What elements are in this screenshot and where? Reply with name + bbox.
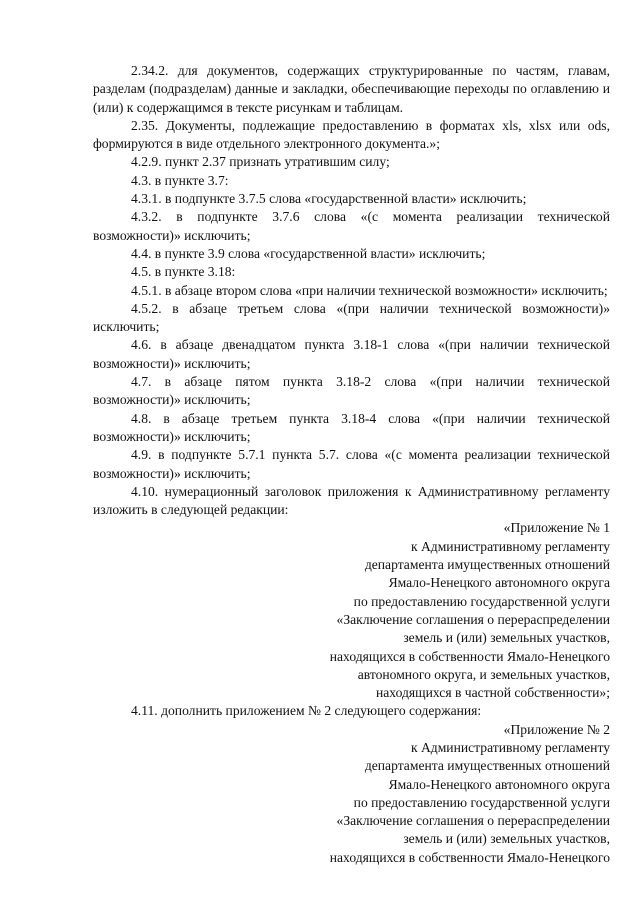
paragraph-4-3-1: 4.3.1. в подпункте 3.7.5 слова «государственной власти» исключить;	[131, 191, 527, 207]
appendix-2-line: «Приложение № 2	[503, 721, 610, 737]
appendix-1-line: автономного округа, и земельных участков,	[357, 666, 610, 682]
appendix-2-line: Ямало-Ненецкого автономного округа	[388, 776, 610, 792]
paragraph-4-3: 4.3. в пункте 3.7:	[131, 172, 229, 188]
appendix-1-line: по предоставлению государственной услуги	[353, 593, 610, 609]
paragraph-4-2-9: 4.2.9. пункт 2.37 признать утратившим силу;	[131, 154, 390, 170]
appendix-1-line: находящихся в собственности Ямало-Ненецкого	[329, 648, 610, 664]
paragraph-4-9: 4.9. в подпункте 5.7.1 пункта 5.7. слова «(с момента реализации технической возможности)» исключить;	[93, 447, 610, 481]
paragraph-4-8: 4.8. в абзаце третьем пункта 3.18-4 слова «(при наличии технической возможности)» исключить;	[93, 410, 610, 444]
appendix-2-line: к Административному регламенту	[410, 739, 610, 755]
paragraph-4-3-2: 4.3.2. в подпункте 3.7.6 слова «(с момента реализации технической возможности)» исключить;	[93, 209, 610, 243]
paragraph-4-10: 4.10. нумерационный заголовок приложения к Административному регламенту изложить в следующей редакции:	[93, 483, 610, 518]
paragraph-4-5-1: 4.5.1. в абзаце втором слова «при наличии технической возможности» исключить;	[131, 282, 608, 298]
appendix-2-line: земель и (или) земельных участков,	[403, 831, 610, 847]
paragraph-4-4: 4.4. в пункте 3.9 слова «государственной власти» исключить;	[131, 245, 486, 261]
paragraph-4-5-2: 4.5.2. в абзаце третьем слова «(при наличии технической возможности)» исключить;	[93, 300, 610, 335]
appendix-2-line: «Заключение соглашения о перераспределении	[336, 813, 610, 829]
paragraph-4-5: 4.5. в пункте 3.18:	[131, 264, 236, 280]
appendix-1-heading	[93, 519, 610, 702]
appendix-2-line: находящихся в собственности Ямало-Ненецкого	[329, 849, 610, 865]
appendix-2-heading	[93, 721, 610, 867]
appendix-1-line: находящихся в частной собственности»;	[375, 685, 610, 701]
paragraph-4-11: 4.11. дополнить приложением № 2 следующего содержания:	[131, 703, 482, 719]
appendix-1-line: «Заключение соглашения о перераспределении	[336, 611, 610, 627]
appendix-1-line: к Административному регламенту	[410, 538, 610, 554]
appendix-2-line: департамента имущественных отношений	[364, 758, 610, 774]
paragraph-2-34-2: 2.34.2. для документов, содержащих структурированные по частям, главам, разделам (подразделам) данные и закладки, обеспечивающие переходы по оглавлению и (или) к содержащимся в тексте рисункам и таблицам.	[93, 63, 610, 115]
paragraph-2-35: 2.35. Документы, подлежащие предоставлению в форматах xls, xlsx или ods, формируются в виде отдельного электронного документа.»;	[93, 117, 610, 152]
appendix-1-line: Ямало-Ненецкого автономного округа	[388, 575, 610, 591]
paragraph-4-7: 4.7. в абзаце пятом пункта 3.18-2 слова «(при наличии технической возможности)» исключить;	[93, 374, 610, 408]
amendment-paragraphs	[93, 62, 610, 519]
paragraph-4-6: 4.6. в абзаце двенадцатом пункта 3.18-1 слова «(при наличии технической возможности)» исключить;	[93, 337, 610, 371]
appendix-2-line: по предоставлению государственной услуги	[353, 794, 610, 810]
appendix-1-line: земель и (или) земельных участков,	[403, 630, 610, 646]
appendix-1-line: «Приложение № 1	[503, 520, 610, 536]
appendix-1-line: департамента имущественных отношений	[364, 557, 610, 573]
